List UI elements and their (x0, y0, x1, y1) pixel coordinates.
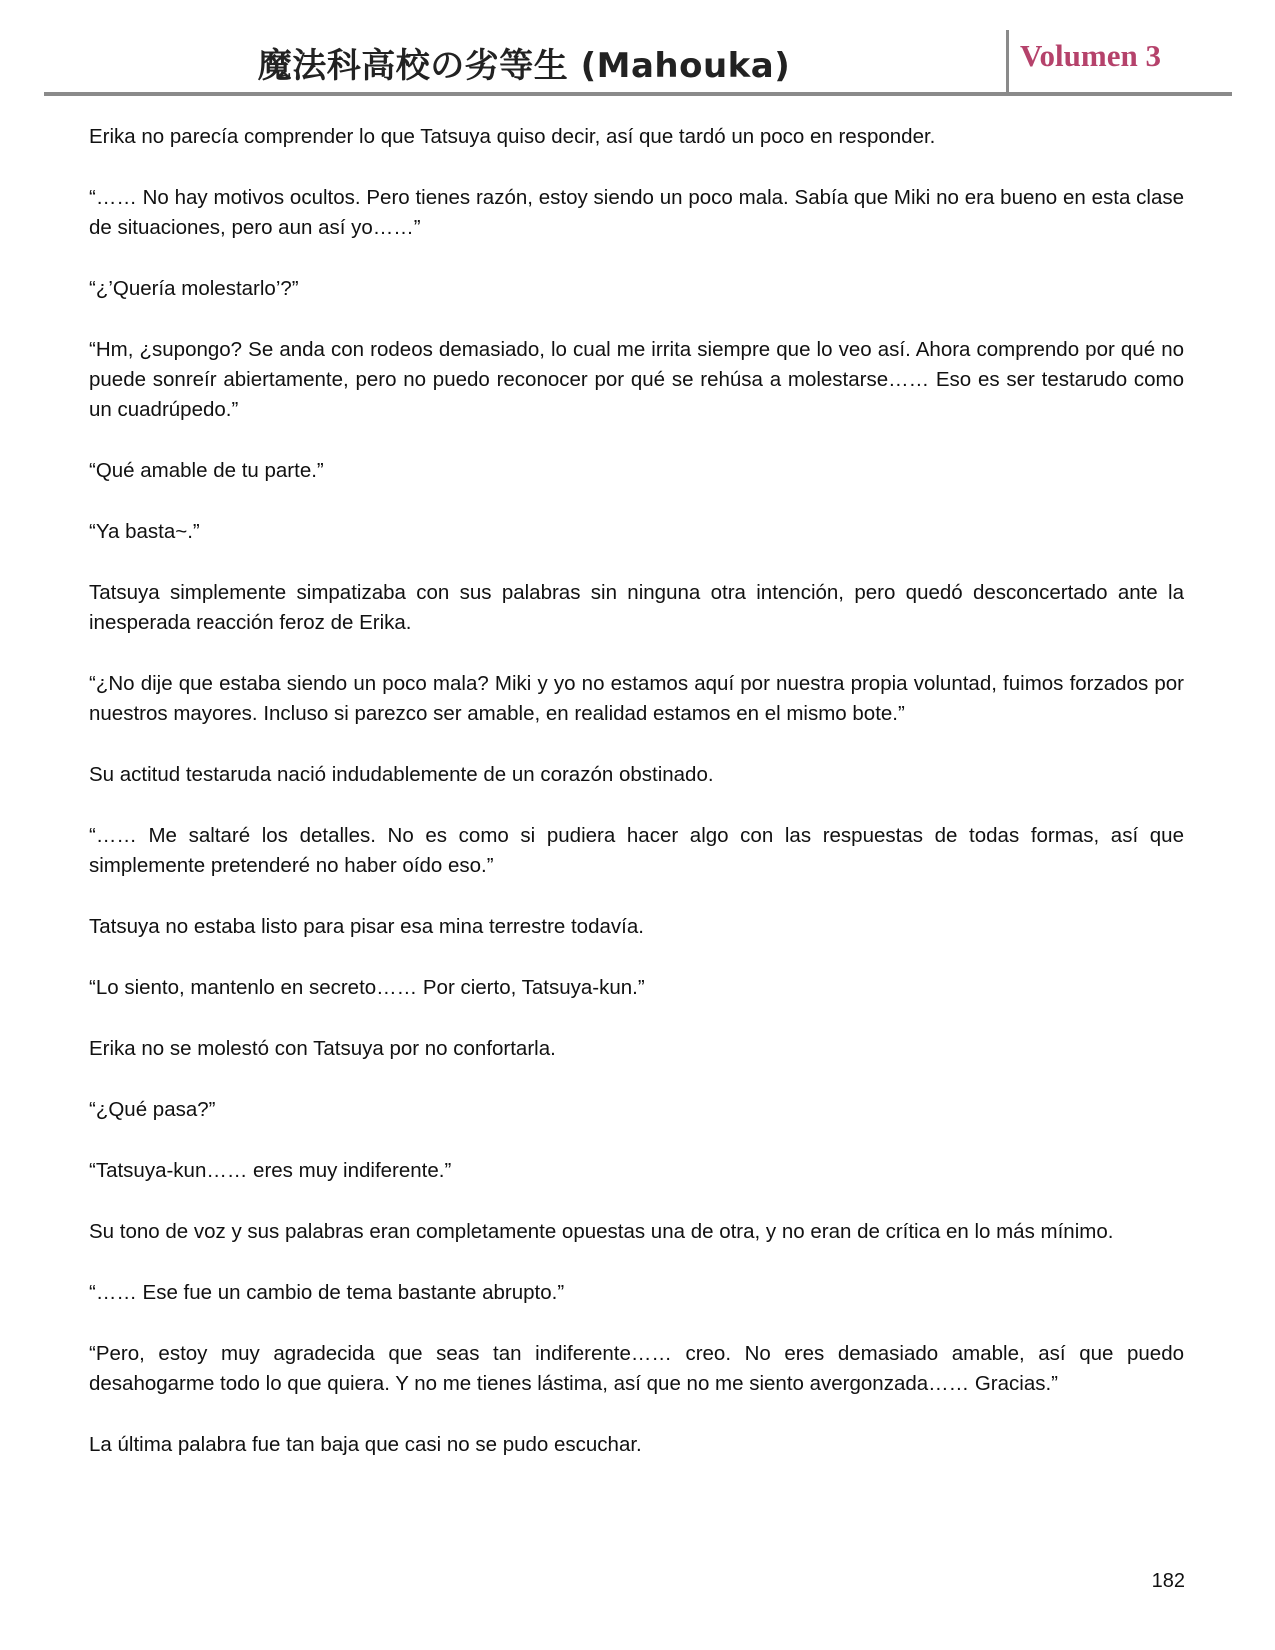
paragraph: Erika no parecía comprender lo que Tatsuya quiso decir, así que tardó un poco en responder. (89, 125, 936, 148)
paragraph: Su actitud testaruda nació indudablemente de un corazón obstinado. (89, 763, 714, 786)
paragraph: “¿No dije que estaba siendo un poco mala? Miki y yo no estamos aquí por nuestra propia voluntad, fuimos forzados por nuestros mayores. Incluso si parezco ser amable, en realidad estamos en el mismo bote.” (89, 672, 1184, 725)
paragraph: “¿’Quería molestarlo’?” (89, 277, 299, 300)
page-number: 182 (1151, 1570, 1185, 1592)
paragraph: “Ya basta~.” (89, 520, 200, 543)
book-title: 魔法科高校の劣等生 (Mahouka) (257, 46, 791, 86)
paragraph: Tatsuya simplemente simpatizaba con sus palabras sin ninguna otra intención, pero quedó desconcertado ante la inesperada reacción feroz de Erika. (89, 581, 1184, 634)
paragraph: “…… No hay motivos ocultos. Pero tienes razón, estoy siendo un poco mala. Sabía que Miki no era bueno en esta clase de situaciones, pero aun así yo……” (89, 186, 1184, 239)
paragraph: La última palabra fue tan baja que casi no se pudo escuchar. (89, 1433, 642, 1456)
paragraph: “Tatsuya-kun…… eres muy indiferente.” (89, 1159, 452, 1182)
page-header (44, 28, 1232, 94)
paragraph: Tatsuya no estaba listo para pisar esa mina terrestre todavía. (89, 915, 644, 938)
volume-label: Volumen 3 (1020, 38, 1161, 73)
page-body (89, 122, 1184, 1491)
paragraph: “Qué amable de tu parte.” (89, 459, 324, 482)
paragraph: “Pero, estoy muy agradecida que seas tan indiferente…… creo. No eres demasiado amable, así que puedo desahogarme todo lo que quiera. Y no me tienes lástima, así que no me siento avergonzada…… Gracias.” (89, 1342, 1184, 1395)
paragraph: “Lo siento, mantenlo en secreto…… Por cierto, Tatsuya-kun.” (89, 976, 645, 999)
paragraph: “…… Me saltaré los detalles. No es como si pudiera hacer algo con las respuestas de todas formas, así que simplemente pretenderé no haber oído eso.” (89, 824, 1184, 877)
paragraph: Erika no se molestó con Tatsuya por no confortarla. (89, 1037, 556, 1060)
paragraph: “¿Qué pasa?” (89, 1098, 216, 1121)
header-divider (1006, 30, 1009, 92)
paragraph: Su tono de voz y sus palabras eran completamente opuestas una de otra, y no eran de crítica en lo más mínimo. (89, 1220, 1114, 1243)
header-rule (44, 92, 1232, 96)
paragraph: “Hm, ¿supongo? Se anda con rodeos demasiado, lo cual me irrita siempre que lo veo así. Ahora comprendo por qué no puede sonreír abiertamente, pero no puedo reconocer por qué se rehúsa a molestarse…… Eso es ser testarudo como un cuadrúpedo.” (89, 338, 1184, 421)
paragraph: “…… Ese fue un cambio de tema bastante abrupto.” (89, 1281, 565, 1304)
